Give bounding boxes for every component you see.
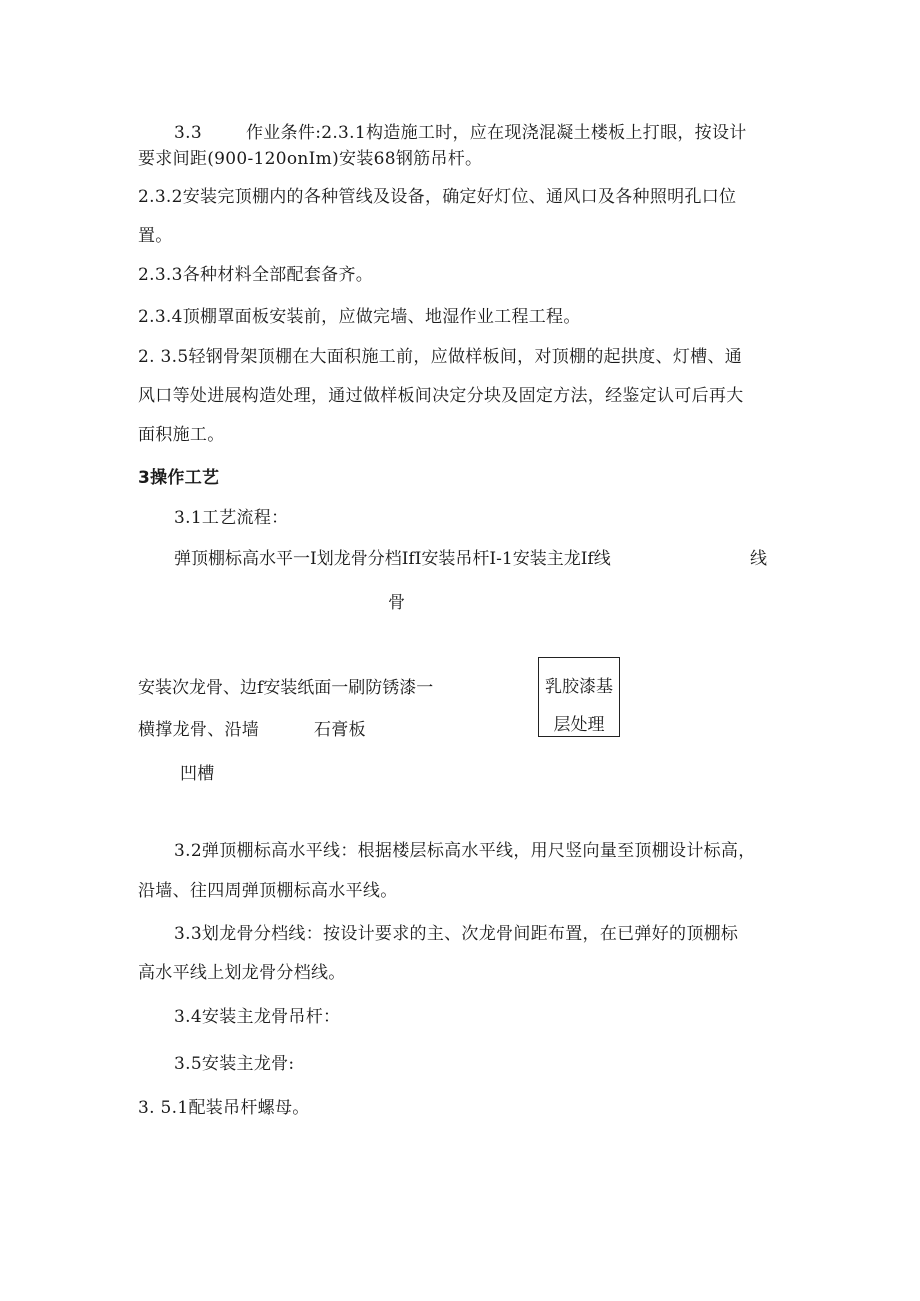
section-233-text-line1: 作业条件:2.3.1构造施工时，应在现浇混凝土楼板上打眼，按设计 bbox=[246, 123, 747, 143]
flow-row1-sub: 骨 bbox=[388, 593, 406, 613]
flow-row3-mid: 石膏板 bbox=[314, 720, 366, 740]
flow-row1-tail: 线 bbox=[750, 549, 768, 569]
paragraph-33-line2: 高水平线上划龙骨分档线。 bbox=[138, 963, 346, 983]
paragraph-235-line2: 风口等处进展构造处理，通过做样板间决定分块及固定方法，经鉴定认可后再大 bbox=[138, 386, 744, 406]
flow-row1: 弹顶棚标高水平一I划龙骨分档IfI安装吊杆I-1安装主龙If线 bbox=[174, 549, 611, 569]
paragraph-35: 3.5安装主龙骨: bbox=[174, 1054, 295, 1074]
section-233-label: 3.3 bbox=[174, 123, 202, 143]
paragraph-32-line2: 沿墙、往四周弹顶棚标高水平线。 bbox=[138, 881, 398, 901]
paragraph-32-line1: 3.2弹顶棚标高水平线：根据楼层标高水平线，用尺竖向量至顶棚设计标高， bbox=[174, 841, 756, 861]
paragraph-351: 3. 5.1配装吊杆螺母。 bbox=[138, 1098, 310, 1118]
paragraph-234: 2.3.4顶棚罩面板安装前，应做完墙、地湿作业工程工程。 bbox=[138, 307, 581, 327]
section-heading-3: 3操作工艺 bbox=[138, 468, 220, 488]
paragraph-33-line1: 3.3划龙骨分档线：按设计要求的主、次龙骨间距布置，在已弹好的顶棚标 bbox=[174, 924, 739, 944]
paragraph-232-line1: 2.3.2安装完顶棚内的各种管线及设备，确定好灯位、通风口及各种照明孔口位 bbox=[138, 187, 737, 207]
paragraph-233: 2.3.3各种材料全部配套备齐。 bbox=[138, 265, 374, 285]
paragraph-235-line1: 2. 3.5轻钢骨架顶棚在大面积施工前，应做样板间，对顶棚的起拱度、灯槽、通 bbox=[138, 347, 743, 367]
flow-box-line1: 乳胶漆基 bbox=[545, 677, 613, 697]
section-233-text-line2: 要求间距(900-120onIm)安装68钢筋吊杆。 bbox=[138, 149, 483, 169]
flow-box-line2: 层处理 bbox=[553, 715, 605, 735]
paragraph-232-line2: 置。 bbox=[138, 226, 173, 246]
flow-row3-left: 横撑龙骨、沿墙 bbox=[138, 720, 260, 740]
flow-row4-left: 凹槽 bbox=[180, 764, 215, 784]
paragraph-31: 3.1工艺流程： bbox=[174, 508, 289, 528]
paragraph-34: 3.4安装主龙骨吊杆： bbox=[174, 1007, 341, 1027]
paragraph-235-line3: 面积施工。 bbox=[138, 425, 225, 445]
flow-box bbox=[538, 657, 620, 737]
flow-row2-left: 安装次龙骨、边f安装纸面一刷防锈漆一 bbox=[138, 678, 434, 698]
